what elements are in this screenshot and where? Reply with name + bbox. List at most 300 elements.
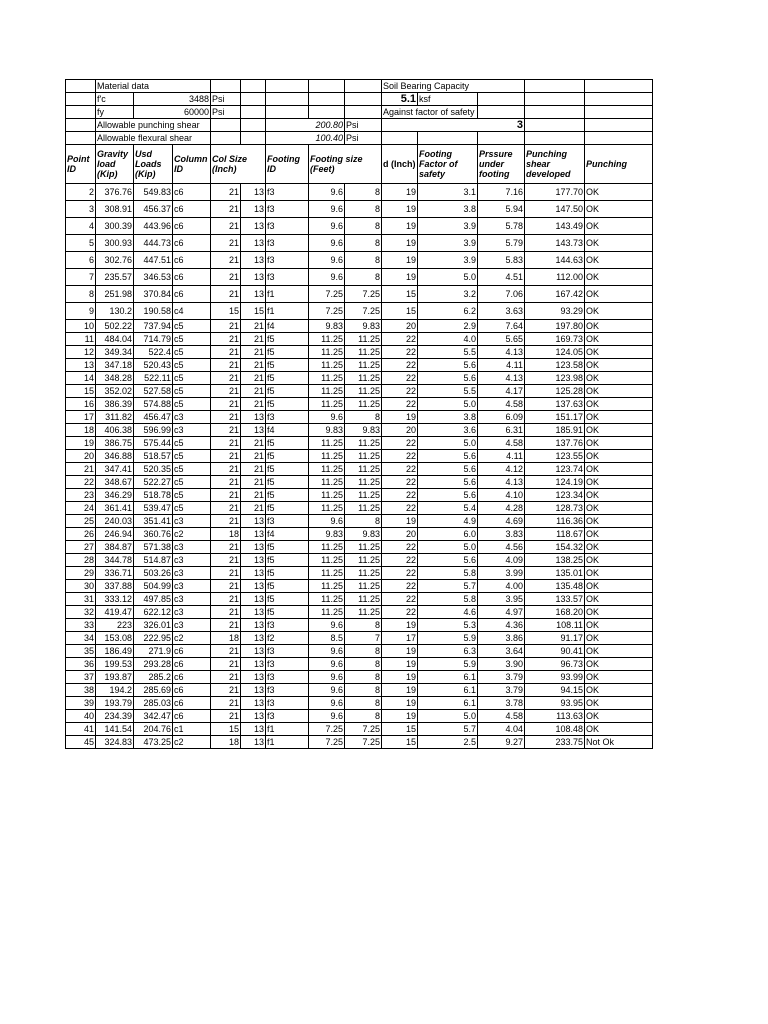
cell-depth: 22: [382, 606, 418, 619]
cell-col-size-b: 13: [241, 723, 266, 736]
cell-footing-id: f3: [266, 252, 309, 269]
cell-usd-load: 527.58: [134, 385, 173, 398]
cell-pressure: 3.83: [478, 528, 525, 541]
cell-pressure: 4.09: [478, 554, 525, 567]
cell-punching-shear: 137.76: [525, 437, 585, 450]
cell-point-id: 38: [66, 684, 96, 697]
cell-punching-shear: 123.98: [525, 372, 585, 385]
cell-footing-size-a: 11.25: [309, 372, 345, 385]
cell-usd-load: 518.78: [134, 489, 173, 502]
cell-footing-size-b: 8: [345, 710, 382, 723]
cell-gravity-load: 251.98: [96, 286, 134, 303]
cell-col-size-b: 13: [241, 541, 266, 554]
cell-usd-load: 222.95: [134, 632, 173, 645]
fy-row: [66, 106, 653, 119]
cell-col-size-b: 13: [241, 632, 266, 645]
cell-punching-shear: 116.36: [525, 515, 585, 528]
cell-usd-load: 285.69: [134, 684, 173, 697]
cell-footing-id: f1: [266, 303, 309, 320]
cell-pressure: 4.17: [478, 385, 525, 398]
cell-point-id: 24: [66, 502, 96, 515]
cell-depth: 22: [382, 580, 418, 593]
cell-footing-size-a: 11.25: [309, 489, 345, 502]
cell-col-size-a: 21: [211, 554, 241, 567]
punching-unit: Psi: [345, 119, 382, 132]
cell-usd-load: 456.47: [134, 411, 173, 424]
table-row: [66, 372, 653, 385]
cell-gravity-load: 141.54: [96, 723, 134, 736]
cell-usd-load: 522.4: [134, 346, 173, 359]
cell-col-size-a: 21: [211, 489, 241, 502]
cell-footing-size-b: 11.25: [345, 450, 382, 463]
cell-gravity-load: 246.94: [96, 528, 134, 541]
cell-point-id: 37: [66, 671, 96, 684]
cell-column-id: c5: [173, 437, 211, 450]
soil-title: Soil Bearing Capacity: [382, 80, 525, 93]
cell-punching-shear: 138.25: [525, 554, 585, 567]
flexural-unit: Psi: [345, 132, 382, 145]
cell-point-id: 32: [66, 606, 96, 619]
cell-point-id: 8: [66, 286, 96, 303]
cell-footing-id: f5: [266, 554, 309, 567]
cell-punching-shear: 123.74: [525, 463, 585, 476]
cell-usd-load: 622.12: [134, 606, 173, 619]
flexural-value: 100.40: [266, 132, 345, 145]
cell-col-size-a: 21: [211, 710, 241, 723]
cell-column-id: c5: [173, 398, 211, 411]
cell-column-id: c3: [173, 541, 211, 554]
cell-depth: 15: [382, 723, 418, 736]
cell-footing-id: f5: [266, 580, 309, 593]
cell-footing-size-a: 11.25: [309, 359, 345, 372]
cell-punching-status: OK: [585, 269, 653, 286]
cell-col-size-b: 13: [241, 619, 266, 632]
cell-col-size-b: 13: [241, 218, 266, 235]
cell-usd-load: 503.26: [134, 567, 173, 580]
cell-footing-size-b: 7.25: [345, 723, 382, 736]
cell-column-id: c2: [173, 632, 211, 645]
cell-punching-shear: 167.42: [525, 286, 585, 303]
cell-gravity-load: 376.76: [96, 184, 134, 201]
cell-footing-size-b: 8: [345, 218, 382, 235]
cell-footing-size-a: 9.83: [309, 424, 345, 437]
cell-footing-size-b: 8: [345, 235, 382, 252]
fy-unit: Psi: [211, 106, 241, 119]
cell-col-size-a: 21: [211, 593, 241, 606]
cell-footing-id: f5: [266, 541, 309, 554]
table-row: [66, 619, 653, 632]
cell-punching-shear: 90.41: [525, 645, 585, 658]
cell-footing-size-a: 9.6: [309, 411, 345, 424]
cell-pressure: 4.11: [478, 359, 525, 372]
cell-footing-id: f3: [266, 697, 309, 710]
cell-footing-size-b: 8: [345, 515, 382, 528]
cell-footing-size-a: 11.25: [309, 450, 345, 463]
cell-punching-shear: 135.01: [525, 567, 585, 580]
cell-footing-size-a: 11.25: [309, 463, 345, 476]
cell-col-size-a: 18: [211, 736, 241, 749]
cell-usd-load: 714.79: [134, 333, 173, 346]
cell-punching-shear: 168.20: [525, 606, 585, 619]
cell-safety-factor: 6.3: [418, 645, 478, 658]
table-row: [66, 463, 653, 476]
cell-punching-shear: 197.80: [525, 320, 585, 333]
table-row: [66, 515, 653, 528]
cell-punching-status: OK: [585, 671, 653, 684]
cell-col-size-a: 21: [211, 580, 241, 593]
table-row: [66, 286, 653, 303]
cell-usd-load: 497.85: [134, 593, 173, 606]
cell-depth: 19: [382, 658, 418, 671]
table-row: [66, 554, 653, 567]
cell-punching-shear: 169.73: [525, 333, 585, 346]
cell-col-size-a: 21: [211, 269, 241, 286]
cell-footing-id: f3: [266, 658, 309, 671]
cell-safety-factor: 5.6: [418, 463, 478, 476]
cell-footing-size-a: 11.25: [309, 580, 345, 593]
flexural-row: [66, 132, 653, 145]
cell-gravity-load: 384.87: [96, 541, 134, 554]
cell-safety-factor: 5.3: [418, 619, 478, 632]
cell-depth: 19: [382, 201, 418, 218]
cell-pressure: 3.95: [478, 593, 525, 606]
cell-pressure: 3.79: [478, 684, 525, 697]
cell-column-id: c3: [173, 619, 211, 632]
cell-footing-id: f5: [266, 593, 309, 606]
cell-safety-factor: 6.1: [418, 671, 478, 684]
cell-punching-status: OK: [585, 450, 653, 463]
cell-gravity-load: 311.82: [96, 411, 134, 424]
cell-col-size-b: 13: [241, 411, 266, 424]
cell-footing-size-b: 11.25: [345, 372, 382, 385]
cell-footing-size-a: 11.25: [309, 606, 345, 619]
cell-footing-id: f3: [266, 269, 309, 286]
cell-footing-size-a: 9.6: [309, 184, 345, 201]
cell-gravity-load: 223: [96, 619, 134, 632]
cell-col-size-a: 21: [211, 463, 241, 476]
cell-punching-status: OK: [585, 385, 653, 398]
cell-column-id: c5: [173, 385, 211, 398]
header-usd-loads: Usd Loads (Kip): [134, 145, 173, 184]
cell-pressure: 4.58: [478, 437, 525, 450]
table-row: [66, 385, 653, 398]
cell-depth: 19: [382, 184, 418, 201]
table-row: [66, 269, 653, 286]
cell-column-id: c6: [173, 684, 211, 697]
cell-col-size-b: 21: [241, 359, 266, 372]
table-row: [66, 346, 653, 359]
table-row: [66, 541, 653, 554]
fy-label: fy: [96, 106, 134, 119]
cell-point-id: 35: [66, 645, 96, 658]
cell-gravity-load: 300.93: [96, 235, 134, 252]
cell-usd-load: 443.96: [134, 218, 173, 235]
safety-factor-label: Against factor of safety: [382, 106, 478, 119]
table-row: [66, 359, 653, 372]
cell-depth: 15: [382, 736, 418, 749]
cell-safety-factor: 2.5: [418, 736, 478, 749]
cell-col-size-b: 21: [241, 398, 266, 411]
cell-punching-status: OK: [585, 567, 653, 580]
table-row: [66, 437, 653, 450]
cell-footing-size-a: 7.25: [309, 723, 345, 736]
cell-punching-status: OK: [585, 697, 653, 710]
cell-footing-size-a: 9.83: [309, 320, 345, 333]
cell-point-id: 19: [66, 437, 96, 450]
cell-punching-status: Not Ok: [585, 736, 653, 749]
cell-usd-load: 539.47: [134, 502, 173, 515]
header-footing-size: Footing size (Feet): [309, 145, 382, 184]
cell-column-id: c1: [173, 723, 211, 736]
table-row: [66, 201, 653, 218]
punching-row: [66, 119, 653, 132]
table-row: [66, 411, 653, 424]
cell-column-id: c2: [173, 736, 211, 749]
cell-depth: 22: [382, 437, 418, 450]
cell-safety-factor: 6.2: [418, 303, 478, 320]
safety-factor-value: 3: [382, 119, 525, 132]
cell-usd-load: 351.41: [134, 515, 173, 528]
fc-unit: Psi: [211, 93, 241, 106]
cell-footing-id: f3: [266, 201, 309, 218]
cell-point-id: 10: [66, 320, 96, 333]
cell-punching-shear: 151.17: [525, 411, 585, 424]
cell-footing-size-b: 11.25: [345, 554, 382, 567]
cell-footing-size-a: 11.25: [309, 346, 345, 359]
cell-punching-status: OK: [585, 723, 653, 736]
cell-footing-id: f5: [266, 385, 309, 398]
table-row: [66, 450, 653, 463]
cell-point-id: 31: [66, 593, 96, 606]
table-row: [66, 736, 653, 749]
cell-col-size-b: 21: [241, 372, 266, 385]
cell-safety-factor: 5.9: [418, 632, 478, 645]
cell-footing-size-b: 11.25: [345, 502, 382, 515]
cell-col-size-a: 21: [211, 333, 241, 346]
cell-safety-factor: 3.8: [418, 411, 478, 424]
cell-punching-status: OK: [585, 502, 653, 515]
cell-punching-status: OK: [585, 372, 653, 385]
cell-footing-size-b: 11.25: [345, 333, 382, 346]
cell-safety-factor: 5.6: [418, 489, 478, 502]
cell-usd-load: 456.37: [134, 201, 173, 218]
cell-usd-load: 346.53: [134, 269, 173, 286]
cell-col-size-a: 21: [211, 450, 241, 463]
cell-pressure: 4.56: [478, 541, 525, 554]
cell-column-id: c6: [173, 697, 211, 710]
cell-safety-factor: 5.7: [418, 580, 478, 593]
cell-point-id: 34: [66, 632, 96, 645]
cell-depth: 22: [382, 489, 418, 502]
cell-gravity-load: 406.38: [96, 424, 134, 437]
cell-pressure: 4.58: [478, 710, 525, 723]
cell-footing-size-b: 7.25: [345, 736, 382, 749]
cell-footing-size-b: 8: [345, 619, 382, 632]
cell-safety-factor: 6.1: [418, 684, 478, 697]
cell-safety-factor: 5.0: [418, 437, 478, 450]
cell-punching-status: OK: [585, 476, 653, 489]
cell-col-size-a: 15: [211, 303, 241, 320]
cell-col-size-a: 21: [211, 411, 241, 424]
cell-punching-status: OK: [585, 658, 653, 671]
cell-usd-load: 520.43: [134, 359, 173, 372]
cell-safety-factor: 4.6: [418, 606, 478, 619]
cell-footing-size-a: 9.6: [309, 235, 345, 252]
cell-column-id: c6: [173, 658, 211, 671]
cell-usd-load: 522.27: [134, 476, 173, 489]
cell-gravity-load: 484.04: [96, 333, 134, 346]
cell-footing-size-a: 11.25: [309, 567, 345, 580]
cell-col-size-a: 15: [211, 723, 241, 736]
cell-col-size-b: 13: [241, 645, 266, 658]
cell-gravity-load: 300.39: [96, 218, 134, 235]
cell-depth: 15: [382, 303, 418, 320]
cell-col-size-b: 13: [241, 736, 266, 749]
cell-safety-factor: 5.5: [418, 346, 478, 359]
table-row: [66, 697, 653, 710]
cell-footing-size-b: 11.25: [345, 580, 382, 593]
header-footing-id: Footing ID: [266, 145, 309, 184]
cell-usd-load: 518.57: [134, 450, 173, 463]
cell-safety-factor: 3.8: [418, 201, 478, 218]
cell-footing-id: f4: [266, 528, 309, 541]
cell-footing-size-b: 8: [345, 697, 382, 710]
table-row: [66, 320, 653, 333]
cell-punching-shear: 108.48: [525, 723, 585, 736]
cell-safety-factor: 5.0: [418, 710, 478, 723]
cell-column-id: c5: [173, 359, 211, 372]
table-row: [66, 658, 653, 671]
table-row: [66, 489, 653, 502]
table-row: [66, 218, 653, 235]
cell-depth: 22: [382, 554, 418, 567]
header-column-id: Column ID: [173, 145, 211, 184]
cell-footing-size-a: 11.25: [309, 502, 345, 515]
cell-pressure: 7.06: [478, 286, 525, 303]
cell-depth: 19: [382, 218, 418, 235]
cell-footing-size-b: 11.25: [345, 398, 382, 411]
fc-row: [66, 93, 653, 106]
cell-col-size-b: 13: [241, 252, 266, 269]
cell-safety-factor: 5.6: [418, 359, 478, 372]
fy-value: 60000: [134, 106, 211, 119]
cell-safety-factor: 5.6: [418, 476, 478, 489]
cell-pressure: 5.79: [478, 235, 525, 252]
cell-footing-size-b: 11.25: [345, 437, 382, 450]
cell-depth: 19: [382, 619, 418, 632]
cell-point-id: 30: [66, 580, 96, 593]
cell-footing-size-a: 9.6: [309, 201, 345, 218]
cell-footing-size-a: 9.6: [309, 684, 345, 697]
cell-column-id: c6: [173, 201, 211, 218]
cell-punching-status: OK: [585, 201, 653, 218]
cell-footing-id: f3: [266, 684, 309, 697]
cell-punching-shear: 123.34: [525, 489, 585, 502]
cell-column-id: c6: [173, 252, 211, 269]
cell-column-id: c5: [173, 333, 211, 346]
table-row: [66, 502, 653, 515]
table-row: [66, 235, 653, 252]
cell-gravity-load: 348.28: [96, 372, 134, 385]
cell-col-size-a: 21: [211, 184, 241, 201]
header-col-size: Col Size (Inch): [211, 145, 266, 184]
table-row: [66, 398, 653, 411]
cell-depth: 22: [382, 372, 418, 385]
cell-depth: 22: [382, 567, 418, 580]
cell-footing-size-a: 9.83: [309, 528, 345, 541]
cell-pressure: 4.58: [478, 398, 525, 411]
cell-safety-factor: 6.0: [418, 528, 478, 541]
cell-footing-id: f5: [266, 398, 309, 411]
cell-safety-factor: 5.4: [418, 502, 478, 515]
table-row: [66, 252, 653, 269]
cell-gravity-load: 347.41: [96, 463, 134, 476]
header-d-inch: d (Inch): [382, 145, 418, 184]
cell-pressure: 3.79: [478, 671, 525, 684]
material-title-row: [66, 80, 653, 93]
cell-usd-load: 293.28: [134, 658, 173, 671]
table-row: [66, 723, 653, 736]
cell-column-id: c6: [173, 286, 211, 303]
cell-point-id: 28: [66, 554, 96, 567]
cell-pressure: 6.09: [478, 411, 525, 424]
cell-point-id: 7: [66, 269, 96, 286]
cell-depth: 22: [382, 593, 418, 606]
cell-safety-factor: 5.5: [418, 385, 478, 398]
cell-pressure: 9.27: [478, 736, 525, 749]
cell-col-size-b: 21: [241, 320, 266, 333]
cell-punching-status: OK: [585, 398, 653, 411]
cell-footing-size-b: 11.25: [345, 346, 382, 359]
cell-depth: 19: [382, 411, 418, 424]
cell-punching-shear: 143.49: [525, 218, 585, 235]
cell-safety-factor: 5.6: [418, 554, 478, 567]
cell-column-id: c6: [173, 671, 211, 684]
cell-point-id: 14: [66, 372, 96, 385]
cell-usd-load: 360.76: [134, 528, 173, 541]
cell-footing-size-b: 8: [345, 411, 382, 424]
cell-point-id: 3: [66, 201, 96, 218]
cell-col-size-a: 21: [211, 346, 241, 359]
cell-punching-shear: 125.28: [525, 385, 585, 398]
cell-footing-id: f3: [266, 411, 309, 424]
cell-usd-load: 473.25: [134, 736, 173, 749]
cell-safety-factor: 5.0: [418, 541, 478, 554]
cell-footing-size-b: 7.25: [345, 286, 382, 303]
cell-col-size-b: 13: [241, 235, 266, 252]
cell-col-size-b: 21: [241, 450, 266, 463]
cell-point-id: 6: [66, 252, 96, 269]
cell-column-id: c5: [173, 372, 211, 385]
cell-col-size-a: 21: [211, 372, 241, 385]
cell-punching-shear: 96.73: [525, 658, 585, 671]
cell-gravity-load: 346.29: [96, 489, 134, 502]
cell-footing-size-a: 11.25: [309, 541, 345, 554]
table-row: [66, 303, 653, 320]
cell-col-size-b: 21: [241, 463, 266, 476]
cell-footing-size-a: 9.6: [309, 619, 345, 632]
cell-safety-factor: 5.0: [418, 269, 478, 286]
cell-col-size-a: 21: [211, 476, 241, 489]
cell-footing-id: f5: [266, 359, 309, 372]
cell-usd-load: 596.99: [134, 424, 173, 437]
cell-usd-load: 574.88: [134, 398, 173, 411]
cell-pressure: 4.11: [478, 450, 525, 463]
cell-punching-shear: 128.73: [525, 502, 585, 515]
cell-point-id: 20: [66, 450, 96, 463]
cell-punching-status: OK: [585, 184, 653, 201]
cell-punching-status: OK: [585, 606, 653, 619]
